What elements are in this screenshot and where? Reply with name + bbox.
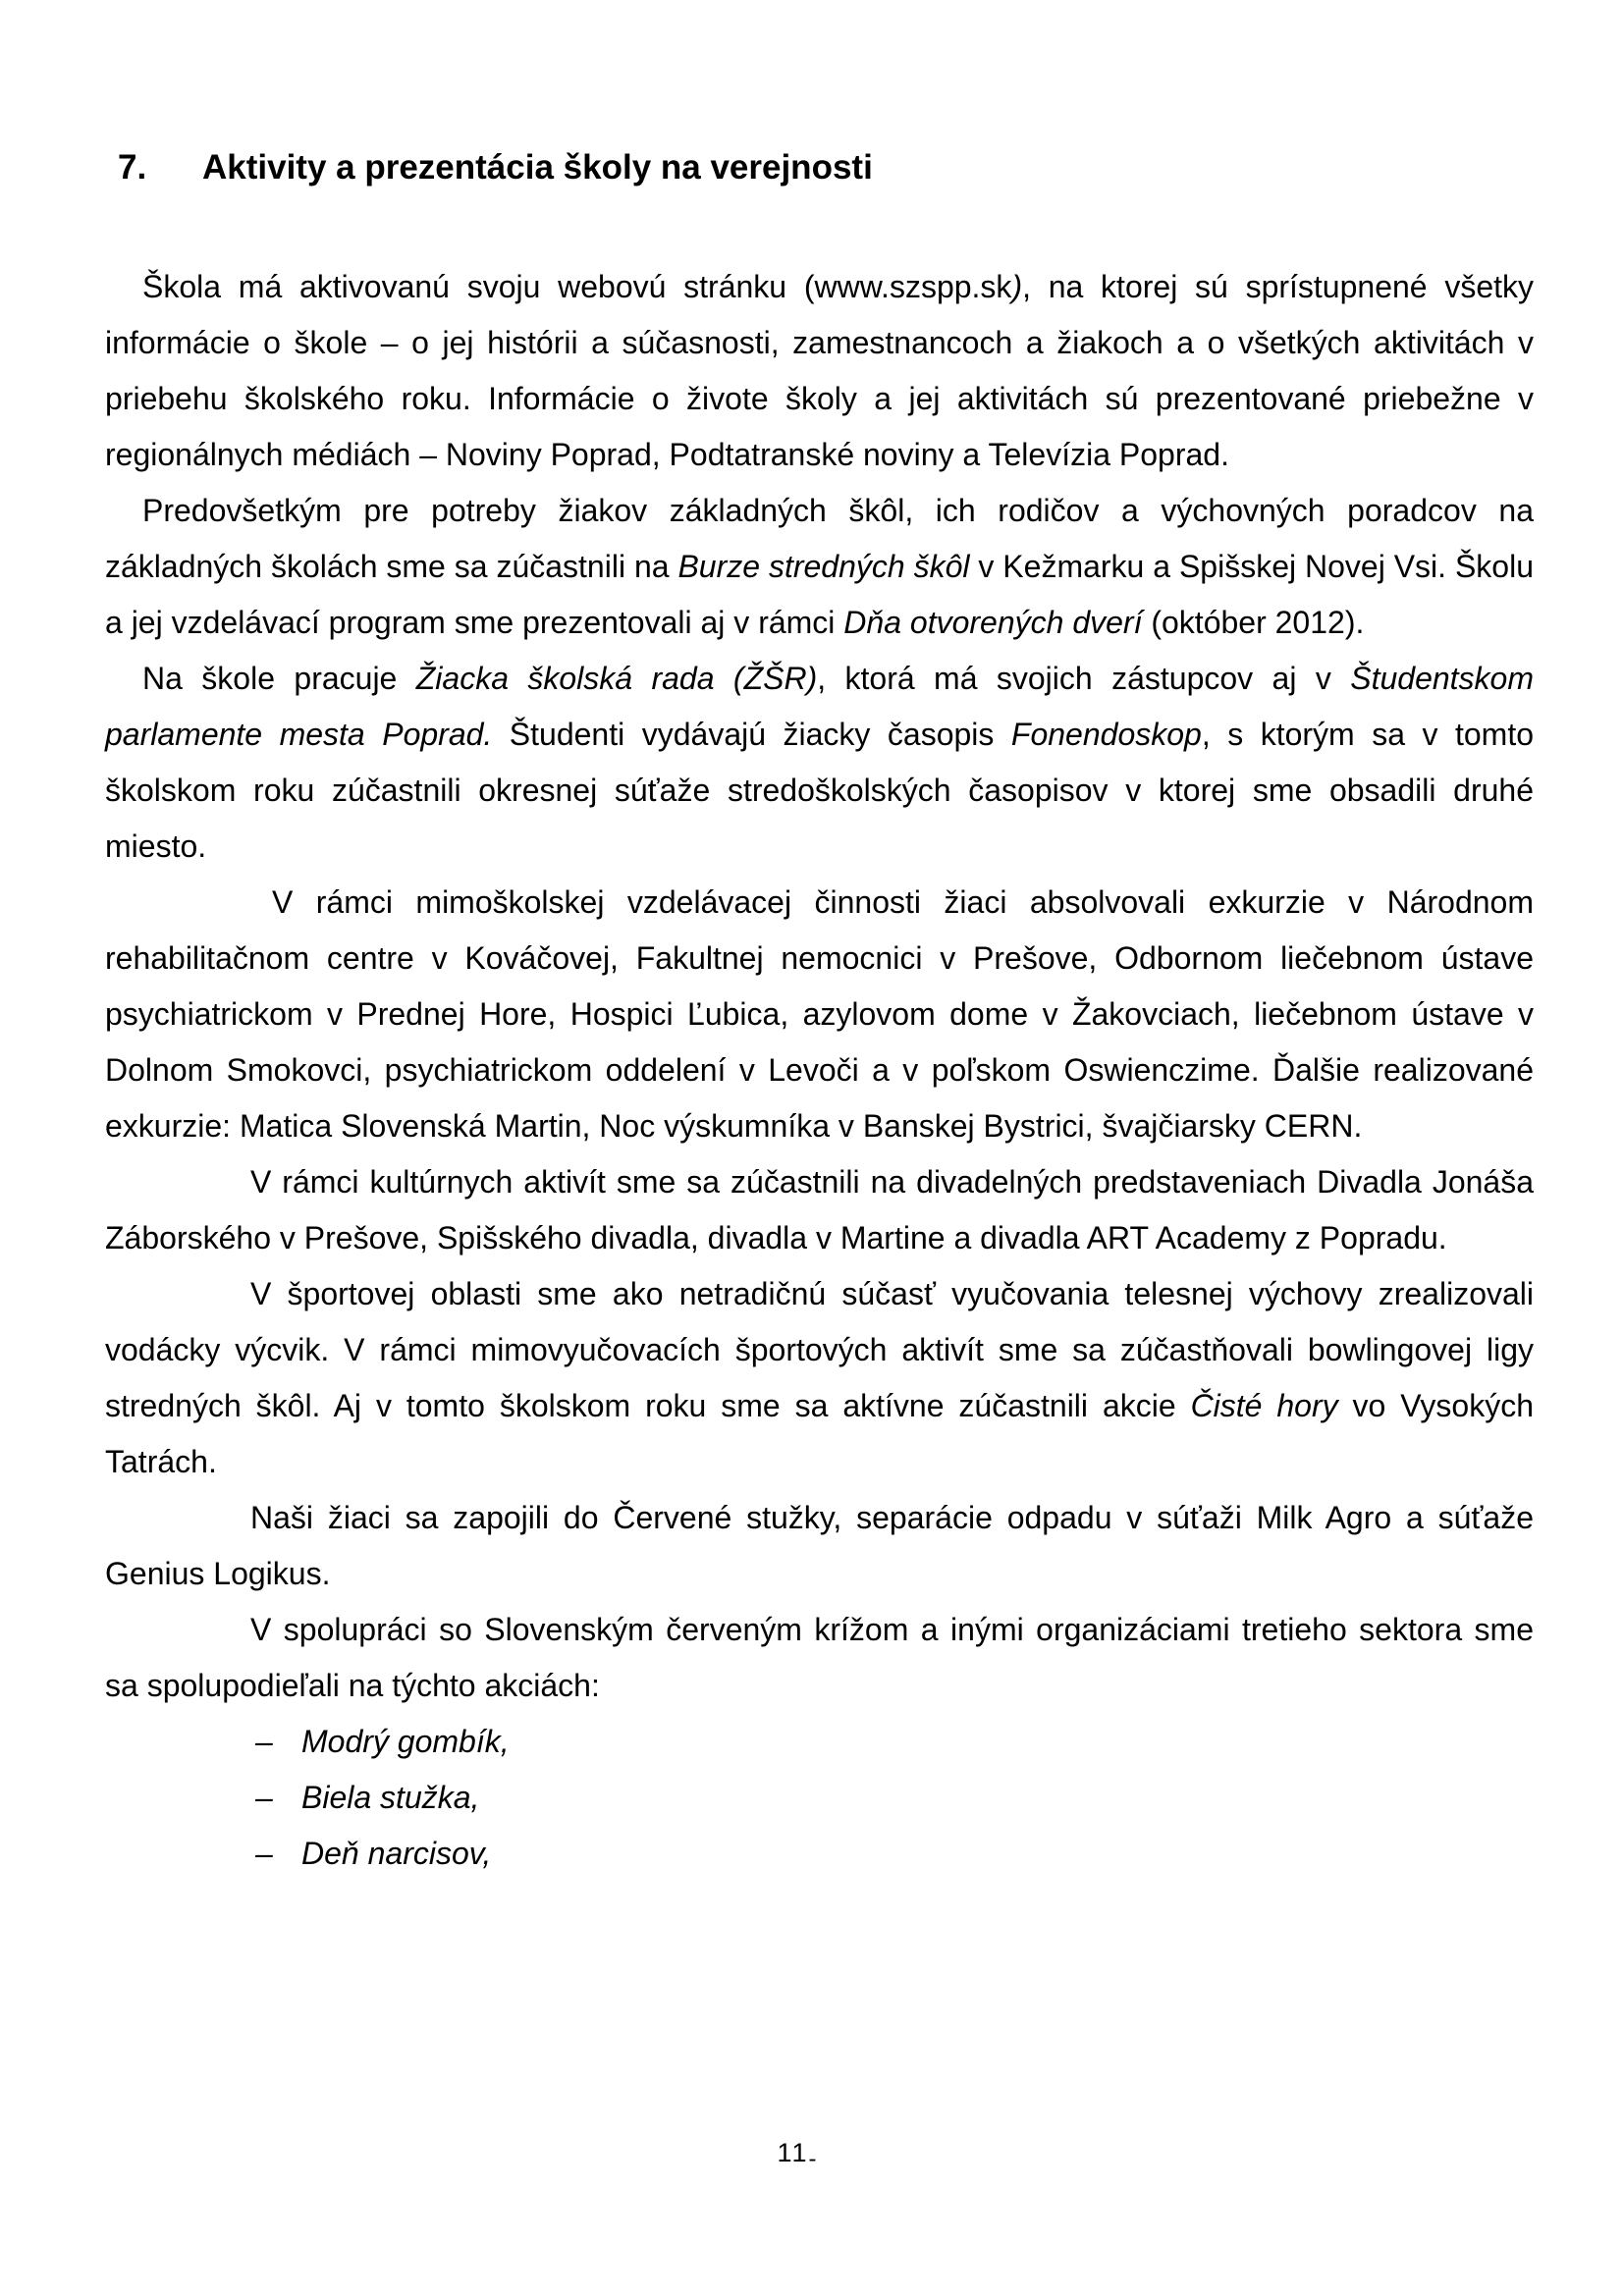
text-run: Na škole pracuje bbox=[142, 661, 416, 696]
text-run: V rámci mimoškolskej vzdelávacej činnosti žiaci absolvovali exkurzie v Národnom rehabilitačnom centre v Kováčovej, Fakultnej nemocnici v Prešove, Odbornom liečebnom ústave psychiatrickom v Prednej Hore, Hospici Ľubica, azylovom dome v Žakovciach, liečebnom ústave v Dolnom Smokovci, psychiatrickom oddelení v Levoči a v poľskom Oswienczime. Ďalšie realizované exkurzie: Matica Slovenská Martin, Noc výskumníka v Banskej Bystrici, švajčiarsky CERN. bbox=[105, 884, 1534, 1144]
text-run: Žiacka školská rada (ŽŠR) bbox=[415, 661, 818, 696]
paragraph bbox=[105, 1266, 1534, 1490]
list-bullet: – bbox=[255, 1836, 273, 1871]
list-item-label: Modrý gombík, bbox=[301, 1724, 510, 1759]
text-run: Študenti vydávajú žiacky časopis bbox=[492, 717, 1011, 752]
text-run: v Kežmarku a Spišskej Novej Vsi. Školu a jej vzdelávací program sme prezentovali aj v rámci bbox=[105, 549, 1535, 640]
text-run: (október 2012). bbox=[1142, 605, 1365, 640]
text-run: Burze stredných škôl bbox=[677, 549, 970, 584]
title-number: 7. bbox=[118, 148, 147, 187]
text-run: V rámci kultúrnych aktivít sme sa zúčastnili na divadelných predstaveniach Divadla Jonáša Záborského v Prešove, Spišského divadla, divadla v Martine a divadla ART Academy z Popradu. bbox=[105, 1164, 1534, 1255]
text-run: Naši žiaci sa zapojili do Červené stužky, separácie odpadu v súťaži Milk Agro a súťaže Genius Logikus. bbox=[105, 1500, 1534, 1591]
list-item bbox=[105, 1826, 1534, 1882]
paragraph bbox=[105, 1154, 1534, 1266]
text-run: Fonendoskop bbox=[1010, 717, 1202, 752]
list-item-label: Deň narcisov, bbox=[301, 1836, 492, 1871]
text-run: V športovej oblasti sme ako netradičnú súčasť vyučovania telesnej výchovy zrealizovali vodácky výcvik. V rámci mimovyučovacích športových aktivít sme sa zúčastňovali bowlingovej ligy stredných škôl. Aj v tomto školskom roku sme sa aktívne zúčastnili akcie bbox=[105, 1276, 1534, 1423]
document-content bbox=[105, 145, 1534, 1882]
text-run: Dňa otvorených dverí bbox=[843, 605, 1143, 640]
list-item bbox=[105, 1714, 1534, 1770]
page-title bbox=[118, 145, 1534, 190]
paragraph bbox=[105, 1490, 1534, 1602]
page-number-value: 11 bbox=[777, 2138, 809, 2167]
text-run: , na ktorej sú sprístupnené všetky informácie o škole – o jej histórii a súčasnosti, zamestnancoch a žiakoch a o všetkých aktivitách v priebehu školského roku. Informácie o živote školy a jej aktivitách sú prezentované priebežne v regionálnych médiách – Noviny Poprad, Podtatranské noviny a Televízia Poprad. bbox=[105, 269, 1535, 472]
paragraph bbox=[105, 875, 1534, 1154]
text-run: Škola má aktivovanú svoju webovú stránku (www.szspp.sk bbox=[142, 269, 1012, 304]
paragraph bbox=[105, 259, 1534, 483]
list-item bbox=[105, 1770, 1534, 1826]
page-number bbox=[777, 2138, 819, 2172]
paragraph bbox=[105, 651, 1534, 875]
text-run: , s ktorým sa v tomto školskom roku zúčastnili okresnej súťaže stredoškolských časopisov v ktorej sme obsadili druhé miesto. bbox=[105, 717, 1535, 864]
text-run: vo Vysokých Tatrách. bbox=[105, 1388, 1535, 1479]
page-footer bbox=[0, 2138, 1623, 2172]
page-number-mark: - bbox=[808, 2146, 819, 2172]
list-item-label: Biela stužka, bbox=[301, 1780, 480, 1815]
text-run: , ktorá má svojich zástupcov aj v bbox=[817, 661, 1351, 696]
text-run: V spolupráci so Slovenským červeným krížom a inými organizáciami tretieho sektora sme sa spolupodieľali na týchto akciách: bbox=[105, 1612, 1534, 1703]
text-run: ) bbox=[1011, 269, 1023, 304]
text-run: Čisté hory bbox=[1190, 1388, 1338, 1423]
title-text: Aktivity a prezentácia školy na verejnosti bbox=[202, 148, 873, 187]
list-bullet: – bbox=[255, 1724, 273, 1759]
text-run: Študentskom parlamente mesta Poprad. bbox=[105, 661, 1534, 752]
text-run: Predovšetkým pre potreby žiakov základných škôl, ich rodičov a výchovných poradcov na základných školách sme sa zúčastnili na bbox=[105, 493, 1534, 584]
paragraph bbox=[105, 1602, 1534, 1714]
paragraph bbox=[105, 483, 1534, 651]
list-bullet: – bbox=[255, 1780, 273, 1815]
